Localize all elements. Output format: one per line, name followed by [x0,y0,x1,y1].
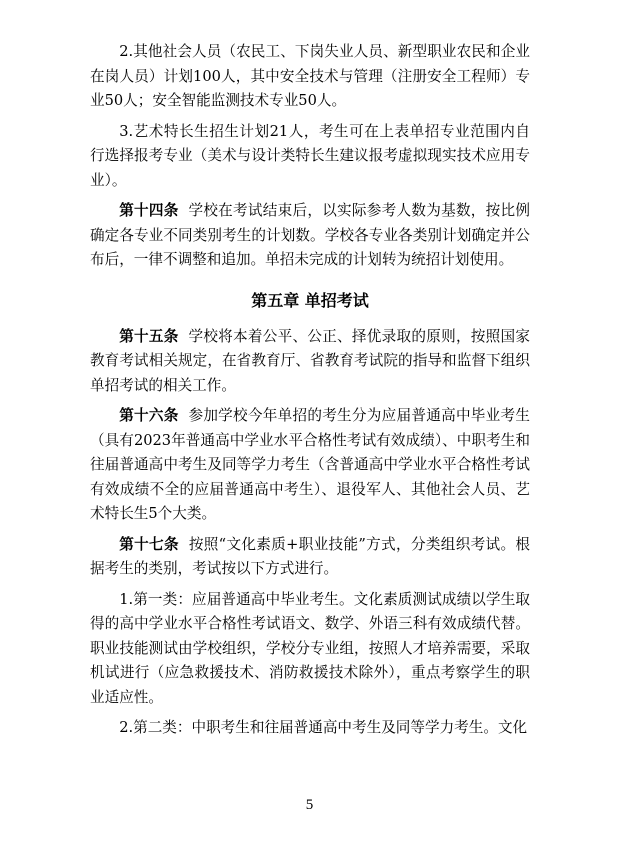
article-17-text: 按照“文化素质+职业技能”方式，分类组织考试。根据考生的类别，考试按以下方式进行。 [90,535,530,577]
article-15-text: 学校将本着公平、公正、择优录取的原则，按照国家教育考试相关规定，在省教育厅、省教育考试院的指导和监督下组织单招考试的相关工作。 [90,327,530,394]
article-14-label: 第十四条 [119,202,179,219]
paragraph-category-1: 1.第一类：应届普通高中毕业考生。文化素质测试成绩以学生取得的高中学业水平合格性考试语文、数学、外语三科有效成绩代替。职业技能测试由学校组织，学校分专业组，按照人才培养需要，采取机试进行（应急救援技术、消防救援技术除外），重点考察学生的职业适应性。 [90,590,530,706]
article-16-text: 参加学校今年单招的考生分为应届普通高中毕业考生（具有2023年普通高中学业水平合格性考试有效成绩）、中职考生和往届普通高中考生及同等学力考生（含普通高中学业水平合格性考试有效成绩不全的应届普通高中考生）、退役军人、其他社会人员、艺术特长生5个大类。 [90,407,530,522]
page-number: 5 [305,797,314,813]
article-14-text: 学校在考试结束后，以实际参考人数为基数，按比例确定各专业不同类别考生的计划数。学校各专业各类别计划确定并公布后，一律不调整和追加。单招未完成的计划转为统招计划使用。 [90,202,530,268]
article-15-label: 第十五条 [119,327,179,345]
article-15 [90,325,530,399]
article-16 [90,404,530,527]
paragraph-category-2: 2.第二类：中职考生和往届普通高中考生及同等学力考生。文化 [119,719,528,736]
article-14 [90,199,530,273]
document-page [90,40,530,747]
article-17-label: 第十七条 [119,535,179,553]
chapter-title: 第五章 单招考试 [251,290,369,310]
article-17 [90,533,530,582]
paragraph-art-students: 3.艺术特长生招生计划21人，考生可在上表单招专业范围内自行选择报考专业（美术与设计类特长生建议报考虚拟现实技术应用专业）。 [90,122,530,189]
article-16-label: 第十六条 [119,407,179,424]
paragraph-other-social: 2.其他社会人员（农民工、下岗失业人员、新型职业农民和企业在岗人员）计划100人，其中安全技术与管理（注册安全工程师）专业50人；安全智能监测技术专业50人。 [90,43,530,109]
